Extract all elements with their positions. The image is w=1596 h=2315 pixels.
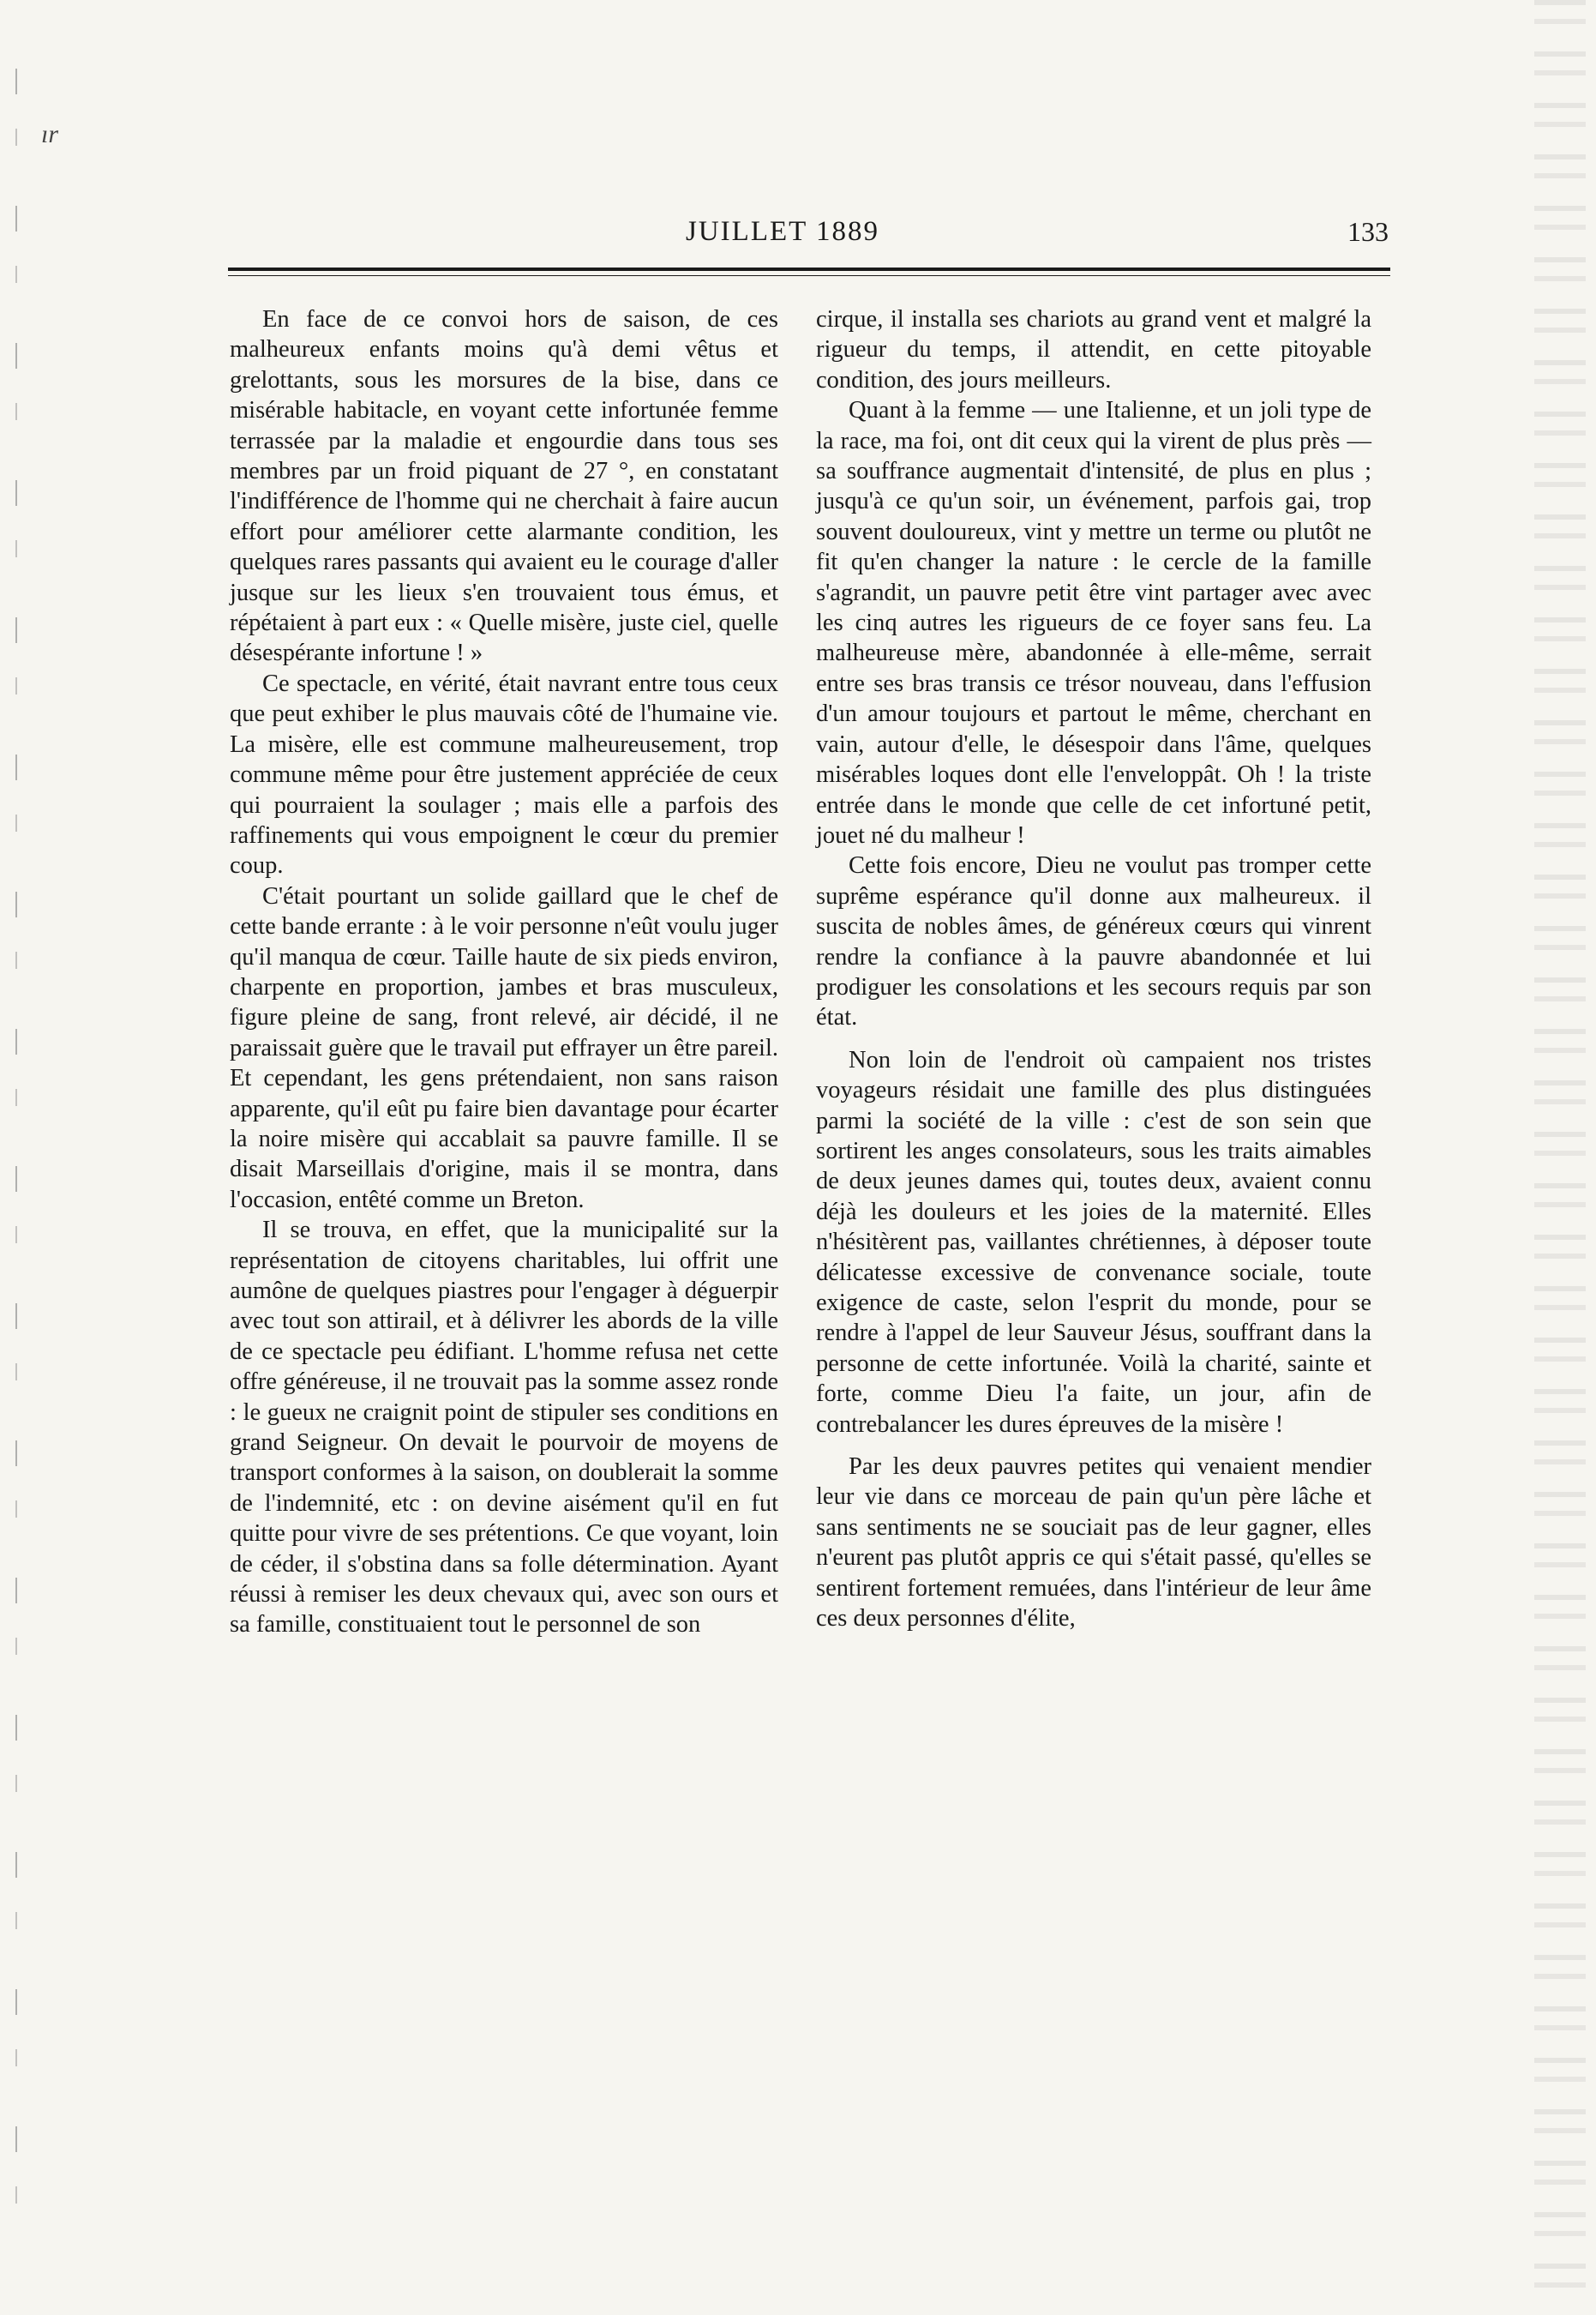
right-column xyxy=(816,304,1371,1633)
paragraph: Quant à la femme — une Italienne, et un joli type de la race, ma foi, ont dit ceux qui la virent de plus près — sa souffrance augmentait d'intensité, de plus en plus ; jusqu'à ce qu'un soir, un événement, parfois gai, trop souvent douloureux, vint y mettre un terme ou plutôt ne fit qu'en changer la nature : le cercle de la famille s'agrandit, un pauvre petit être vint partager avec avec les cinq autres les rigueurs de ce foyer sans feu. La malheureuse mère, abandonnée à elle-même, serrait entre ses bras transis ce trésor nouveau, dans l'effusion d'un amour toujours et partout le même, cherchant en vain, autour d'elle, le désespoir dans l'âme, quelques misérables loques dont elle l'enveloppât. Oh ! la triste entrée dans le monde que celle de cet infortuné petit, jouet né du malheur ! xyxy=(816,397,1371,849)
paragraph: C'était pourtant un solide gaillard que le chef de cette bande errante : à le voir personne n'eût voulu juger qu'il manqua de cœur. Taille haute de six pieds environ, charpente en proportion, jambes et bras musculeux, figure pleine de sang, front relevé, air décidé, il ne paraissait guère que le travail put effrayer un être pareil. Et cependant, les gens prétendaient, non sans raison apparente, qu'il eût pu faire bien davantage pour écarter la noire misère qui accablait sa pauvre famille. Il se disait Marseillais d'origine, mais il se montra, dans l'occasion, entêté comme un Breton. xyxy=(230,882,778,1213)
running-header xyxy=(231,216,1389,259)
left-column xyxy=(230,304,778,1640)
paragraph: Ce spectacle, en vérité, était navrant entre tous ceux que peut exhiber le plus mauvais côté de l'humaine vie. La misère, elle est commune malheureusement, trop commune même pour être justement appréciée de ceux qui pourraient la soulager ; mais elle a parfois des raffinements qui vous empoignent le cœur du premier coup. xyxy=(230,670,778,880)
paragraph: Il se trouva, en effet, que la municipalité sur la représentation de citoyens charitables, lui offrit une aumône de quelques piastres pour l'engager à déguerpir avec tout son attirail, et à délivrer les abords de la ville de ce spectacle peu édifiant. L'homme refusa net cette offre généreuse, il ne trouvait pas la somme assez ronde : le gueux ne craignit point de stipuler ses conditions en grand Seigneur. On devait le pourvoir de moyens de transport conformes à la saison, on doublerait la somme de l'indemnité, etc : on devine aisément qu'il en fut quitte pour vivre de ses prétentions. Ce que voyant, loin de céder, il s'obstina dans sa folle détermination. Ayant réussi à remiser les deux chevaux qui, avec son ours et sa famille, constituaient tout le personnel de son xyxy=(230,1217,778,1639)
margin-annotation: ır xyxy=(41,120,59,148)
paragraph-continued: cirque, il installa ses chariots au grand vent et malgré la rigueur du temps, il attendit, en cette pitoyable condition, des jours meilleurs. xyxy=(816,306,1371,394)
paragraph: Non loin de l'endroit où campaient nos tristes voyageurs résidait une famille des plus distinguées parmi la société de la ville : c'est de son sein que sortirent les anges consolateurs, sous les traits aimables de deux jeunes dames qui, toutes deux, avaient connu déjà les douleurs et les joies de la maternité. Elles n'hésitèrent pas, vaillantes chrétiennes, à déposer toute délicatesse excessive de convenance sociale, toute exigence de caste, selon l'esprit du monde, pour se rendre à l'appel de leur Sauveur Jésus, souffrant dans la personne de cette infortunée. Voilà la charité, sainte et forte, comme Dieu l'a faite, un jour, afin de contrebalancer les dures épreuves de la misère ! xyxy=(816,1046,1371,1438)
header-rule-thin xyxy=(228,275,1390,276)
scan-edge-right xyxy=(1534,0,1586,2315)
header-rule xyxy=(228,268,1390,271)
paragraph: Par les deux pauvres petites qui venaient mendier leur vie dans ce morceau de pain qu'un père lâche et sans sentiments ne se souciait pas de leur gagner, elles n'eurent pas plutôt appris ce qui s'était passé, qu'elles se sentirent fortement remuées, dans l'intérieur de leur âme ces deux personnes d'élite, xyxy=(816,1453,1371,1633)
page-number: 133 xyxy=(1347,216,1389,247)
scan-edge-left xyxy=(15,69,17,2264)
running-title: JUILLET 1889 xyxy=(686,216,879,247)
paragraph: Cette fois encore, Dieu ne voulut pas tromper cette suprême espérance qu'il donne aux malheureux. il suscita de nobles âmes, de généreux cœurs qui vinrent rendre la confiance à la pauvre abandonnée et lui prodiguer les consolations et les secours requis par son état. xyxy=(816,852,1371,1031)
paragraph: En face de ce convoi hors de saison, de ces malheureux enfants moins qu'à demi vêtus et grelottants, sous les morsures de la bise, dans ce misérable habitacle, en voyant cette infortunée femme terrassée par la maladie et engourdie dans tous ses membres par un froid piquant de 27 °, en constatant l'indifférence de l'homme qui ne cherchait à faire aucun effort pour améliorer cette alarmante condition, les quelques rares passants qui avaient eu le courage d'aller jusque sur les lieux s'en trouvaient tous émus, et répétaient à part eux : « Quelle misère, juste ciel, quelle désespérante infortune ! » xyxy=(230,306,778,667)
